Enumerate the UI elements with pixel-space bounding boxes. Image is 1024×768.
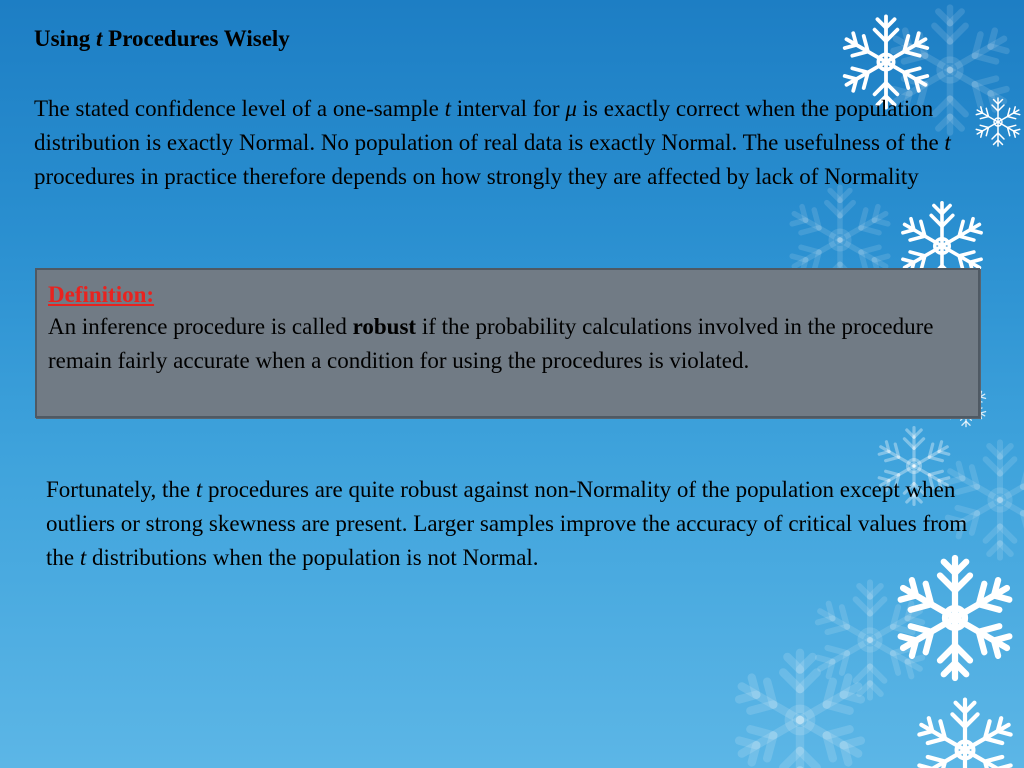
definition-text-part: if the probability calculations involved in the procedure remain fairly accurate when a condition for using the procedures is violated. — [48, 314, 934, 373]
robust-term: robust — [352, 314, 417, 339]
closing-text: Fortunately, the — [46, 477, 196, 502]
closing-text: procedures are quite robust against non-Normality of the population except when outliers or strong skewness are present. Larger samples improve the accuracy of critical values from the — [46, 477, 968, 570]
t-symbol: t — [444, 96, 452, 121]
mu-symbol: μ — [565, 96, 577, 121]
definition-text-part: An inference procedure is called — [48, 314, 353, 339]
title-t-symbol: t — [96, 26, 103, 51]
intro-text: interval for — [451, 96, 566, 121]
intro-paragraph — [34, 92, 984, 194]
title-text: Using — [34, 26, 96, 51]
intro-text: The stated confidence level of a one-sample — [34, 96, 445, 121]
intro-text: procedures in practice therefore depends on how strongly they are affected by lack of Normality — [34, 164, 919, 189]
t-symbol: t — [79, 545, 87, 570]
snowflake-icon — [915, 700, 1015, 768]
closing-paragraph — [46, 473, 986, 575]
closing-text: distributions when the population is not Normal. — [86, 545, 539, 570]
slide-title — [34, 26, 290, 52]
definition-box — [35, 268, 980, 418]
definition-heading: Definition: — [48, 282, 155, 307]
definition-text — [48, 310, 966, 378]
snowflake-icon — [733, 653, 866, 768]
t-symbol: t — [944, 130, 951, 155]
t-symbol: t — [195, 477, 203, 502]
title-text-end: Procedures Wisely — [102, 26, 290, 51]
intro-text: is exactly correct when the population distribution is exactly Normal. No population of real data is exactly Normal. The usefulness of the — [34, 96, 945, 155]
